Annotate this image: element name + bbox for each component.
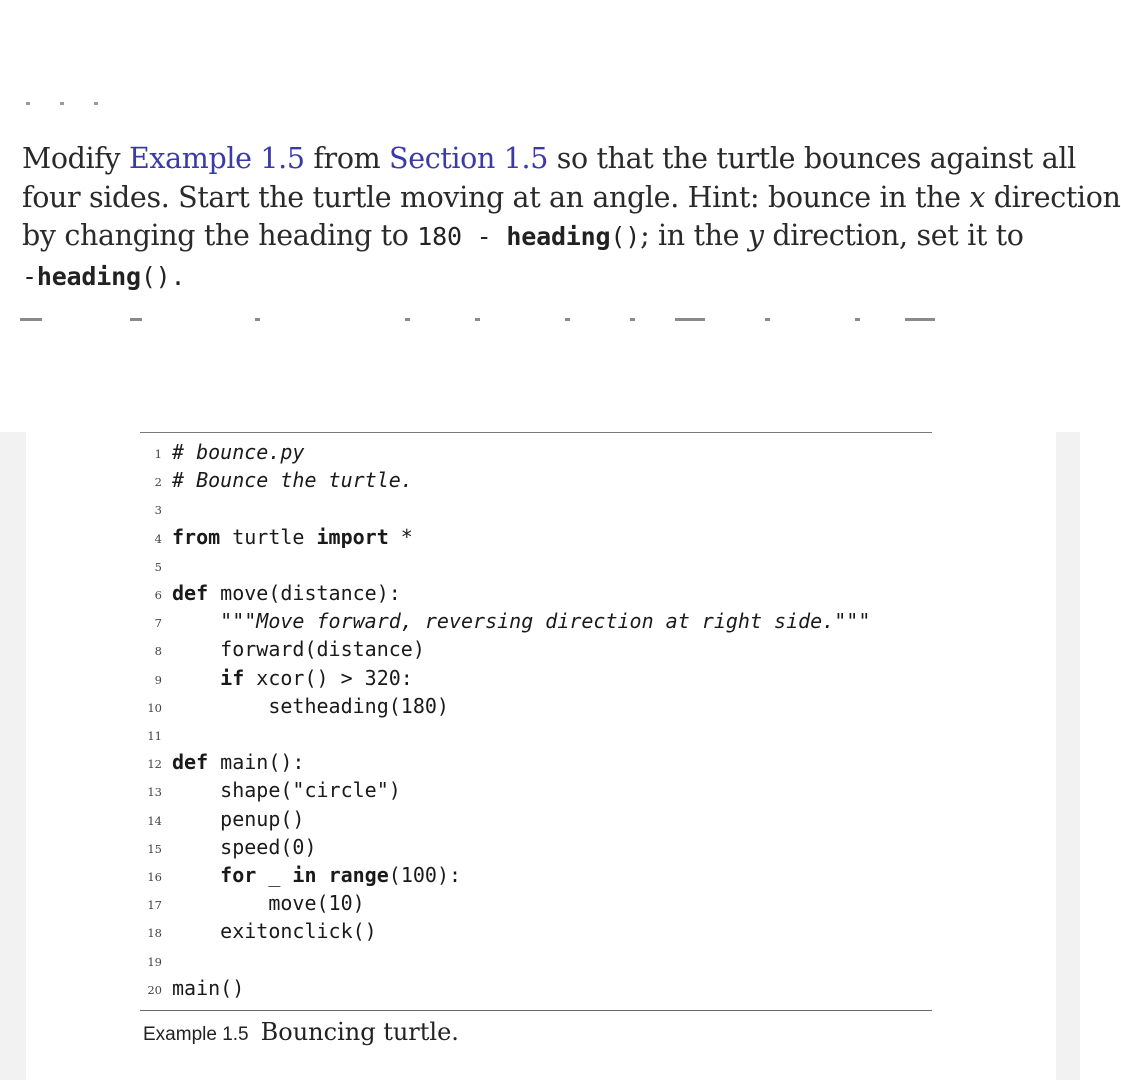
line-number: 5 [154, 559, 162, 574]
inline-code [417, 222, 640, 251]
code-segment: (). [140, 261, 186, 291]
code-function-name: heading [506, 222, 611, 251]
code-segment: () [610, 222, 641, 251]
line-number: 3 [154, 503, 162, 518]
math-variable-y: y [747, 219, 764, 252]
code-line [140, 861, 940, 889]
code-line [140, 776, 940, 804]
code-line [140, 466, 940, 494]
line-number: 6 [154, 588, 162, 602]
line-number: 14 [147, 813, 162, 828]
line-number: 18 [147, 926, 162, 941]
line-number: 16 [147, 870, 162, 884]
code-text: # Bounce the turtle. [172, 468, 413, 493]
code-segment: - [22, 261, 37, 291]
line-number: 10 [147, 700, 162, 715]
text-segment: Modify [22, 142, 129, 175]
code-line [140, 607, 940, 635]
code-line [140, 692, 940, 720]
line-number: 15 [147, 841, 162, 856]
cropped-text-fragment [20, 318, 960, 323]
exercise-text [22, 140, 1121, 296]
line-number: 1 [154, 447, 162, 461]
code-line [140, 720, 940, 748]
code-function-name: heading [36, 261, 141, 291]
code-text: main() [172, 975, 245, 1000]
line-number: 4 [154, 531, 162, 546]
code-text: penup() [172, 806, 305, 831]
text-segment: direction, set it to [763, 219, 1024, 252]
text-segment: by changing the heading to [22, 219, 418, 252]
code-line [140, 523, 940, 551]
math-variable-x: x [969, 180, 986, 214]
exercise-line-2 [22, 179, 1121, 218]
code-text: def main(): [172, 750, 305, 775]
code-line [140, 579, 940, 607]
code-text: if xcor() > 320: [220, 665, 413, 690]
inline-code [22, 262, 185, 291]
code-line [140, 946, 940, 974]
code-line [140, 805, 940, 833]
code-text: exitonclick() [172, 919, 377, 944]
caption-label: Example 1.5 [143, 1024, 249, 1045]
code-text: setheading(180) [172, 693, 449, 718]
cropped-text-fragment [26, 102, 186, 108]
listing-top-rule [140, 432, 932, 433]
code-text: shape("circle") [172, 778, 401, 803]
text-segment: four sides. Start the turtle moving at an angle. Hint: bounce in the [22, 180, 970, 214]
code-line [140, 494, 940, 522]
code-line [140, 833, 940, 861]
code-text: """Move forward, reversing direction at right side.""" [172, 609, 871, 634]
caption-title: Bouncing turtle. [260, 1018, 459, 1046]
listing-bottom-rule [140, 1010, 932, 1011]
code-text: forward(distance) [172, 637, 425, 662]
code-line [140, 551, 940, 579]
line-number: 8 [154, 644, 162, 659]
line-number: 11 [147, 729, 162, 743]
section-link[interactable]: Section 1.5 [389, 142, 548, 175]
text-segment: from [313, 142, 390, 175]
code-line [140, 635, 940, 663]
line-number: 9 [154, 672, 162, 687]
exercise-line-4 [22, 257, 1052, 297]
text-segment: direction [985, 180, 1121, 214]
exercise-line-1 [22, 140, 1076, 179]
code-text: for _ in range(100): [220, 863, 462, 887]
example-link[interactable]: Example 1.5 [128, 142, 305, 175]
code-line [140, 974, 940, 1002]
line-number: 2 [154, 475, 162, 490]
exercise-line-3 [22, 217, 1052, 257]
text-segment: ; in the [640, 219, 748, 252]
code-text: move(10) [172, 891, 365, 916]
line-number: 17 [147, 898, 162, 913]
code-line [140, 748, 940, 776]
text-segment: so that the turtle bounces against all [556, 142, 1076, 175]
line-number: 13 [147, 785, 162, 800]
code-line [140, 889, 940, 917]
line-number: 12 [147, 757, 162, 772]
code-text: speed(0) [172, 834, 317, 859]
line-number: 20 [147, 982, 162, 997]
code-text: # bounce.py [172, 440, 305, 464]
line-number: 19 [147, 954, 162, 969]
code-segment: 180 - [417, 222, 507, 251]
code-line [140, 438, 940, 466]
code-text: def move(distance): [172, 581, 401, 605]
code-line [140, 917, 940, 945]
line-number: 7 [154, 616, 162, 631]
code-line [140, 664, 940, 692]
listing-caption [143, 1018, 459, 1046]
code-text: from turtle import * [172, 524, 413, 549]
